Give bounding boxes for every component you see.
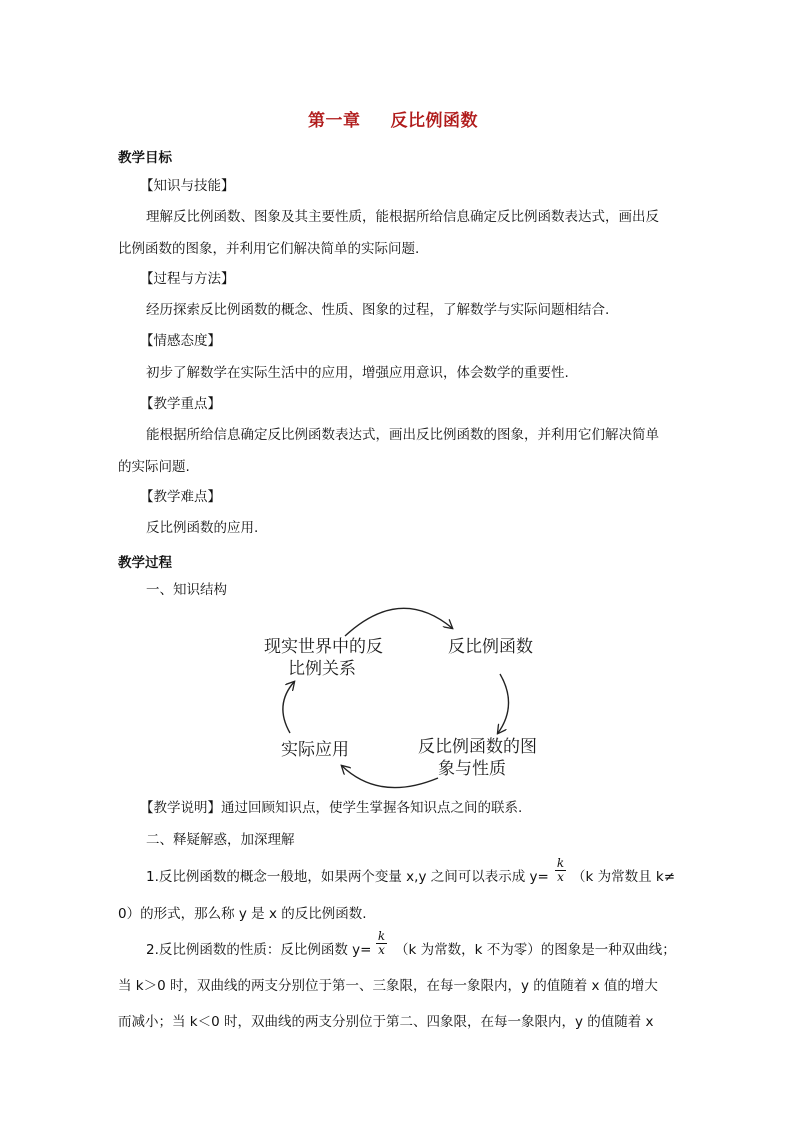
arrow-application-to-real [283,682,294,733]
objectives-heading: 教学目标 [118,150,172,166]
key-points-label: 【教学重点】 [140,396,221,412]
node-real-world-relation [264,636,383,680]
arrow-properties-to-application [342,766,438,788]
knowledge-text-line2: 比例函数的图象，并利用它们解决简单的实际问题. [118,241,420,257]
fraction-numerator: k [556,856,565,870]
attitude-text: 初步了解数学在实际生活中的应用，增强应用意识，体会数学的重要性. [146,365,569,381]
node-practical-application: 实际应用 [281,740,349,760]
node-real-line2: 比例关系 [288,659,356,679]
page-title [308,106,478,131]
definition-line2: 0）的形式，那么称 y 是 x 的反比例函数. [118,906,367,922]
section-deepen-understanding: 二、释疑解惑，加深理解 [146,832,295,848]
fraction-denominator-2: x [378,943,385,957]
properties-line3: 而减小；当 k＜0 时，双曲线的两支分别位于第二、四象限，在每一象限内，y 的值随着 x [118,1014,654,1030]
node-inverse-function: 反比例函数 [448,637,533,657]
fraction-denominator: x [557,870,564,884]
definition-line1-b: （k 为常数且 k≠ [572,869,676,885]
process-heading: 教学过程 [118,555,172,571]
process-method-label: 【过程与方法】 [140,271,235,287]
chapter-number: 第一章 [308,111,361,131]
chapter-name: 反比例函数 [390,111,478,131]
teaching-note [140,799,522,817]
attitude-label: 【情感态度】 [140,333,221,349]
teaching-note-label: 【教学说明】 [140,800,221,816]
arrow-real-to-function [345,608,452,636]
node-props-line1: 反比例函数的图 [418,737,537,757]
section-knowledge-structure: 一、知识结构 [146,582,227,598]
definition-line1-a: 1.反比例函数的概念一般地，如果两个变量 x,y 之间可以表示成 y= [146,869,549,885]
fraction-numerator-2: k [377,929,386,943]
knowledge-text-line1: 理解反比例函数、图象及其主要性质，能根据所给信息确定反比例函数表达式，画出反 [146,209,659,225]
fraction-k-over-x-2 [376,930,387,957]
knowledge-label: 【知识与技能】 [140,178,235,194]
fraction-k-over-x [555,857,566,884]
node-props-line2: 象与性质 [438,759,506,779]
key-points-line2: 的实际问题. [118,459,190,475]
process-method-text: 经历探索反比例函数的概念、性质、图象的过程，了解数学与实际问题相结合. [146,302,610,318]
key-points-line1: 能根据所给信息确定反比例函数表达式，画出反比例函数的图象，并利用它们解决简单 [146,427,659,443]
properties-line2: 当 k＞0 时，双曲线的两支分别位于第一、三象限，在每一象限内，y 的值随着 x 值的增大 [118,978,658,994]
difficulty-label: 【教学难点】 [140,489,221,505]
properties-line1-a: 2.反比例函数的性质：反比例函数 y= [146,942,372,958]
properties-line1-b: （k 为常数，k 不为零）的图象是一种双曲线； [395,942,676,958]
node-graph-properties [418,736,537,780]
difficulty-text: 反比例函数的应用. [146,520,259,536]
node-real-line1: 现实世界中的反 [264,637,383,657]
teaching-note-text: 通过回顾知识点，使学生掌握各知识点之间的联系. [221,800,523,816]
arrow-function-to-properties [498,674,509,733]
